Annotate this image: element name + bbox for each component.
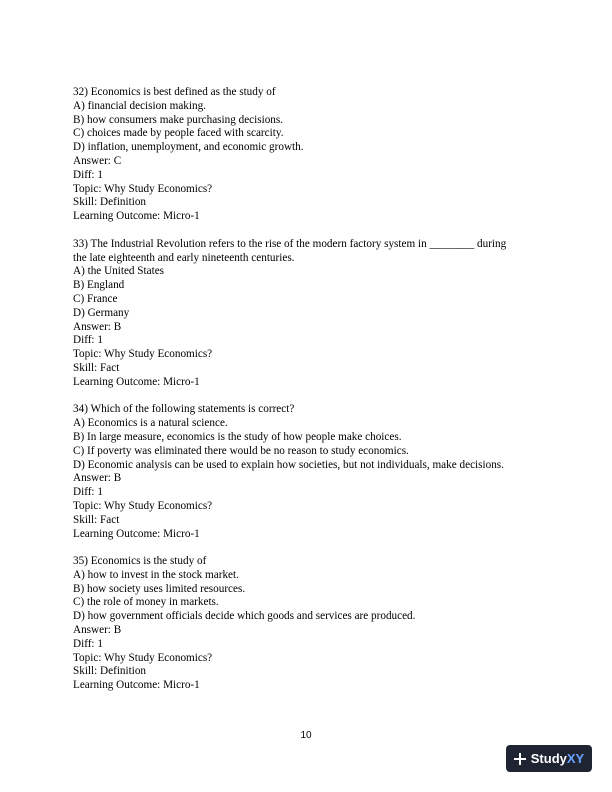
option-d: D) how government officials decide which goods and services are produced. (73, 610, 416, 623)
question-32 (73, 86, 543, 224)
studyxy-badge[interactable] (506, 745, 592, 772)
difficulty: Diff: 1 (73, 637, 103, 650)
question-33 (73, 238, 543, 390)
answer: Answer: C (73, 154, 122, 167)
option-a: A) financial decision making. (73, 99, 206, 112)
learning-outcome: Learning Outcome: Micro-1 (73, 375, 200, 388)
option-d: D) inflation, unemployment, and economic growth. (73, 141, 304, 154)
page-number: 10 (300, 730, 312, 741)
option-a: A) the United States (73, 265, 165, 278)
difficulty: Diff: 1 (73, 334, 103, 347)
question-list (73, 86, 543, 707)
plus-icon (514, 753, 526, 765)
option-c: C) If poverty was eliminated there would be no reason to study economics. (73, 444, 409, 457)
option-a: A) Economics is a natural science. (73, 417, 228, 430)
option-b: B) England (73, 279, 125, 292)
option-d: D) Germany (73, 306, 130, 319)
option-c: C) the role of money in markets. (73, 596, 219, 609)
answer: Answer: B (73, 624, 122, 637)
answer: Answer: B (73, 320, 122, 333)
option-c: C) choices made by people faced with scarcity. (73, 127, 284, 140)
skill: Skill: Fact (73, 513, 120, 526)
option-c: C) France (73, 292, 118, 305)
badge-label (531, 751, 584, 766)
learning-outcome: Learning Outcome: Micro-1 (73, 679, 200, 692)
question-stem: 33) The Industrial Revolution refers to the rise of the modern factory system in ________ during (73, 237, 507, 250)
learning-outcome: Learning Outcome: Micro-1 (73, 527, 200, 540)
difficulty: Diff: 1 (73, 486, 103, 499)
badge-name-main: Study (530, 751, 567, 766)
option-a: A) how to invest in the stock market. (73, 568, 239, 581)
difficulty: Diff: 1 (73, 168, 103, 181)
question-stem: 32) Economics is best defined as the study of (73, 86, 276, 98)
skill: Skill: Definition (73, 665, 147, 678)
question-stem-continued: the late eighteenth and early nineteenth centuries. (73, 251, 295, 264)
topic: Topic: Why Study Economics? (73, 182, 213, 195)
question-35 (73, 555, 543, 693)
badge-name-accent: XY (566, 751, 585, 766)
question-34 (73, 403, 543, 541)
skill: Skill: Fact (73, 361, 120, 374)
option-b: B) how consumers make purchasing decisions. (73, 113, 284, 126)
skill: Skill: Definition (73, 196, 147, 209)
question-stem: 34) Which of the following statements is correct? (73, 403, 295, 416)
question-stem: 35) Economics is the study of (73, 555, 207, 568)
learning-outcome: Learning Outcome: Micro-1 (73, 210, 200, 223)
topic: Topic: Why Study Economics? (73, 348, 213, 361)
option-b: B) In large measure, economics is the study of how people make choices. (73, 430, 402, 443)
topic: Topic: Why Study Economics? (73, 651, 213, 664)
answer: Answer: B (73, 472, 122, 485)
topic: Topic: Why Study Economics? (73, 499, 213, 512)
option-b: B) how society uses limited resources. (73, 582, 246, 595)
option-d: D) Economic analysis can be used to explain how societies, but not individuals, make decisions. (73, 458, 504, 471)
